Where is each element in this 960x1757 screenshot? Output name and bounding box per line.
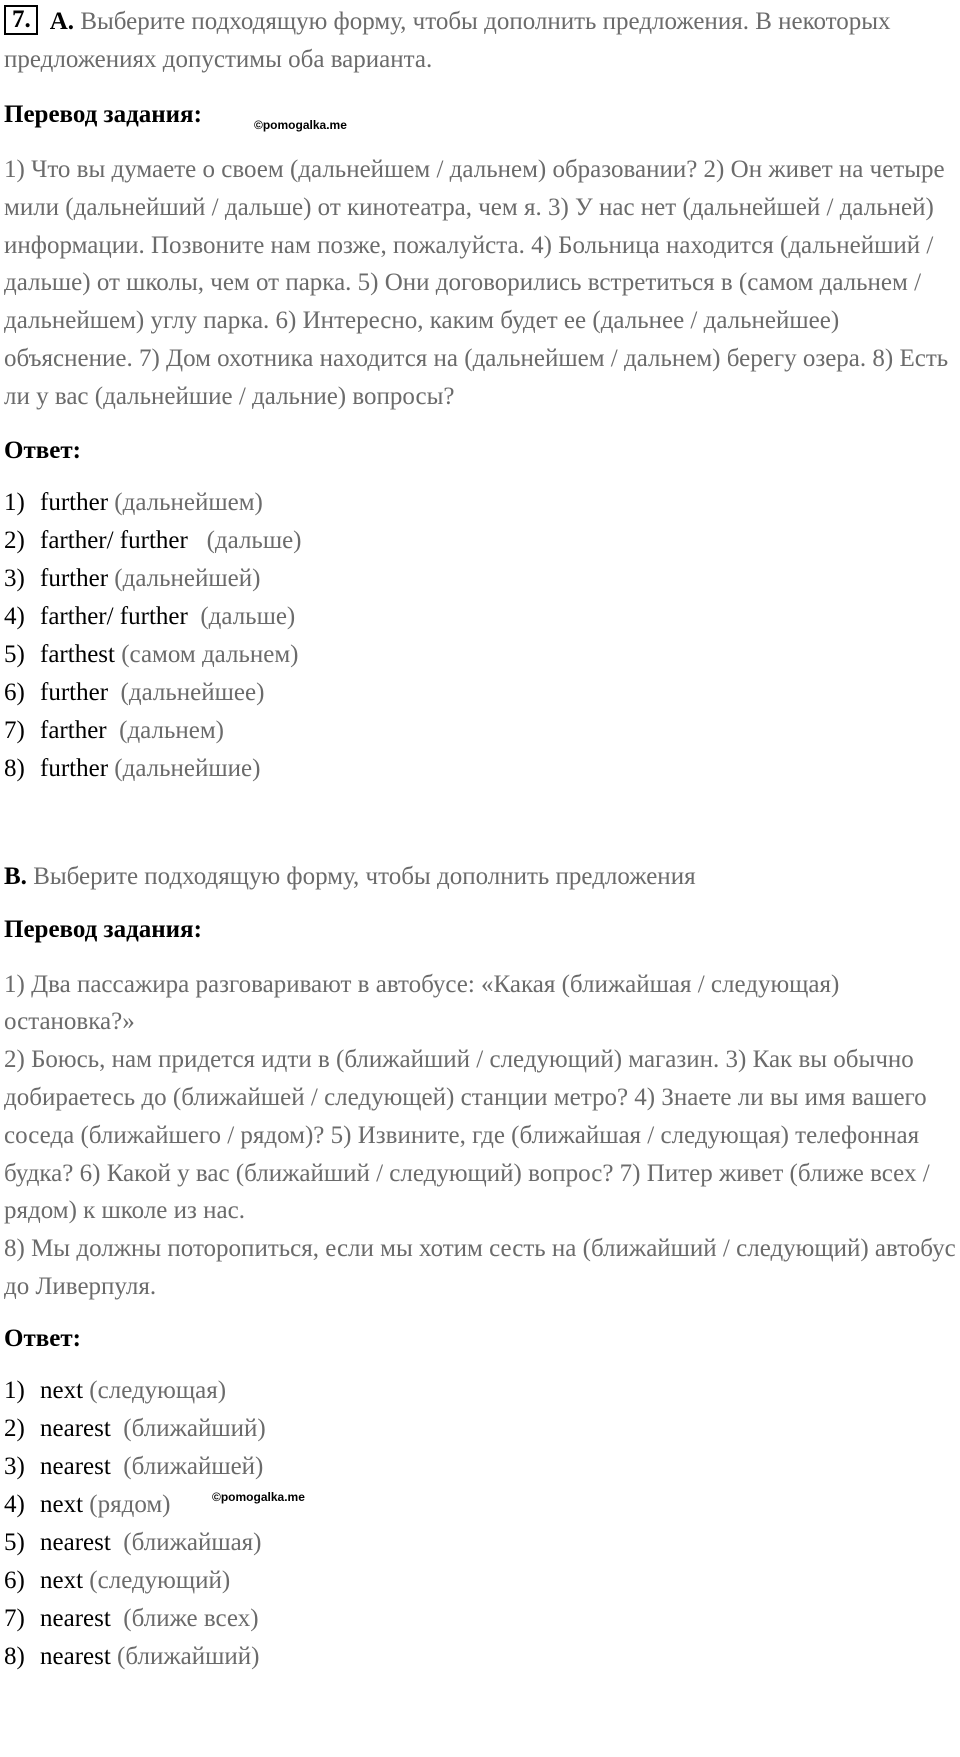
answer-item (4, 560, 956, 598)
answer-english: nearest (40, 1452, 111, 1480)
answer-russian: (рядом) (83, 1490, 171, 1518)
answer-item (4, 1486, 956, 1524)
answer-english: farther/ further (40, 526, 188, 554)
answer-russian: (ближайший) (110, 1414, 266, 1442)
answer-english: further (40, 754, 109, 782)
watermark-text: ©pomogalka.me (254, 118, 347, 132)
answer-item (4, 750, 956, 788)
answer-russian: (ближайшая) (110, 1528, 262, 1556)
answer-number: 7) (4, 1604, 25, 1632)
answer-item (4, 1372, 956, 1410)
answer-number: 7) (4, 716, 25, 744)
part-b-translation-line: 8) Мы должны поторопиться, если мы хотим сесть на (ближайший / следующий) автобус до Ливерпуля. (4, 1235, 956, 1300)
answer-russian: (самом дальнем) (114, 640, 299, 668)
answer-item (4, 636, 956, 674)
answer-english: next (40, 1566, 84, 1594)
answer-russian: (дальнейшие) (108, 754, 261, 782)
answer-english: nearest (40, 1642, 111, 1670)
answer-english: next (40, 1490, 84, 1518)
answer-item (4, 598, 956, 636)
answer-english: next (40, 1376, 84, 1404)
part-a-answer-list (4, 484, 956, 788)
answer-number: 1) (4, 488, 25, 516)
answer-english: nearest (40, 1604, 111, 1632)
part-b-answer-heading: Ответ: (4, 1324, 81, 1352)
answer-english: further (40, 488, 109, 516)
part-b-translation-line: 2) Боюсь, нам придется идти в (ближайший / следующий) магазин. 3) Как вы обычно добираетесь до (ближайшей / следующей) станции метро? 4) Знаете ли вы имя вашего соседа (ближайшего / рядом)? 5) Извините, где (ближайшая / следующая) телефонная будка? 6) Какой у вас (ближайший / следующий) вопрос? 7) Питер живет (ближе всех / рядом) к школе из нас. (4, 1046, 930, 1225)
answer-russian: (дальше) (187, 602, 296, 630)
answer-item (4, 1524, 956, 1562)
answer-english: further (40, 678, 109, 706)
answer-item (4, 1562, 956, 1600)
answer-russian: (следующая) (83, 1376, 227, 1404)
part-b-answer-list (4, 1372, 956, 1676)
part-a-instruction: Выберите подходящую форму, чтобы дополнить предложения. В некоторых предложениях допустимы оба варианта. (4, 8, 891, 73)
part-b-letter: B. (4, 862, 27, 890)
answer-number: 2) (4, 526, 25, 554)
part-b-translation-line: 1) Два пассажира разговаривают в автобусе: «Какая (ближайшая / следующая) остановка?» (4, 970, 840, 1036)
answer-russian: (дальше) (187, 526, 302, 554)
answer-number: 4) (4, 1490, 25, 1518)
answer-english: farther/ further (40, 602, 188, 630)
answer-item (4, 522, 956, 560)
answer-item (4, 1600, 956, 1638)
answer-english: nearest (40, 1414, 111, 1442)
answer-item (4, 674, 956, 712)
answer-item (4, 712, 956, 750)
task-a-instruction-block (4, 3, 956, 79)
answer-russian: (дальнейшее) (108, 678, 265, 706)
answer-russian: (ближайшей) (110, 1452, 264, 1480)
answer-russian: (дальнейшем) (108, 488, 263, 516)
part-a-translation-text: 1) Что вы думаете о своем (дальнейшем / дальнем) образовании? 2) Он живет на четыре мили (дальнейший / дальше) от кинотеатра, чем я. 3) У нас нет (дальнейшей / дальней) информации. Позвоните нам позже, пожалуйста. 4) Больница находится (дальнейший / дальше) от школы, чем от парка. 5) Они договорились встретиться в (самом дальнем / дальнейшем) углу парка. 6) Интересно, каким будет ее (дальнее / дальнейшее) объяснение. 7) Дом охотника находится на (дальнейшем / дальнем) берегу озера. 8) Есть ли у вас (дальнейшие / дальние) вопросы? (4, 156, 949, 410)
answer-item (4, 1638, 956, 1676)
answer-item (4, 484, 956, 522)
answer-number: 6) (4, 678, 25, 706)
task-number: 7. (4, 5, 38, 35)
answer-number: 1) (4, 1376, 25, 1404)
answer-russian: (следующий) (83, 1566, 231, 1594)
part-a-translation-heading-row (4, 96, 956, 134)
answer-number: 2) (4, 1414, 25, 1442)
answer-russian: (ближайший) (110, 1642, 260, 1670)
answer-number: 5) (4, 1528, 25, 1556)
answer-number: 5) (4, 640, 25, 668)
answer-number: 6) (4, 1566, 25, 1594)
answer-number: 4) (4, 602, 25, 630)
part-a-translation-heading: Перевод задания: (4, 101, 202, 128)
answer-number: 8) (4, 1642, 25, 1670)
part-b-translation-text (4, 966, 956, 1306)
answer-english: further (40, 564, 109, 592)
answer-number: 8) (4, 754, 25, 782)
answer-english: farther (40, 716, 107, 744)
part-a-letter: A. (49, 8, 75, 35)
part-a-answer-heading: Ответ: (4, 436, 81, 464)
part-b-instruction: Выберите подходящую форму, чтобы дополнить предложения (33, 862, 696, 890)
answer-english: farthest (40, 640, 115, 668)
task-b-instruction-block (4, 858, 956, 896)
part-b-translation-heading: Перевод задания: (4, 915, 202, 943)
watermark-text: ©pomogalka.me (212, 1489, 305, 1504)
answer-item (4, 1410, 956, 1448)
answer-english: nearest (40, 1528, 111, 1556)
answer-russian: (дальнем) (106, 716, 224, 744)
answer-russian: (ближе всех) (110, 1604, 259, 1632)
answer-number: 3) (4, 564, 25, 592)
document-page (4, 0, 956, 1676)
answer-russian: (дальнейшей) (108, 564, 261, 592)
answer-number: 3) (4, 1452, 25, 1480)
